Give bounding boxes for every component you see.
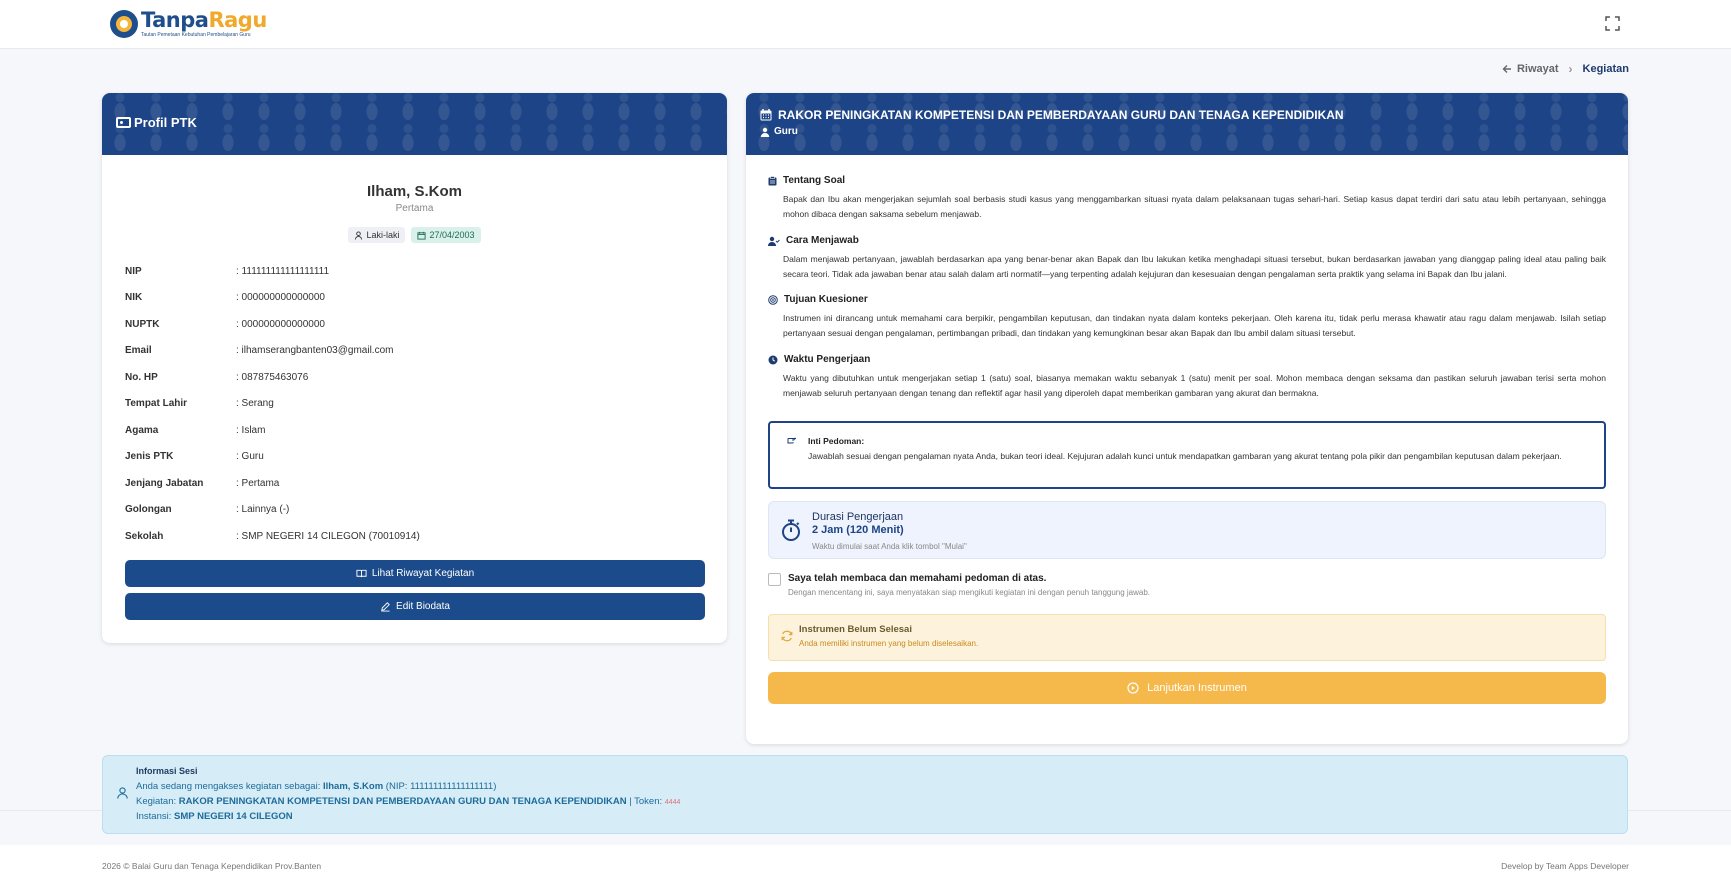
profile-field-row — [125, 338, 705, 365]
profile-field-value: : 000000000000000 — [236, 318, 325, 330]
arrow-left-icon — [1502, 64, 1512, 74]
profile-name: Ilham, S.Kom — [366, 183, 463, 200]
activity-title: RAKOR PENINGKATAN KOMPETENSI DAN PEMBERDAYAAN GURU DAN TENAGA KEPENDIDIKAN — [778, 108, 1344, 122]
session-title: Informasi Sesi — [136, 766, 198, 776]
pencil-icon — [380, 601, 391, 612]
gender-badge — [348, 227, 405, 243]
chevron-right-icon: › — [1568, 62, 1573, 76]
profile-field-row — [125, 258, 705, 285]
profile-field-row — [125, 444, 705, 471]
agreement-note: Dengan mencentang ini, saya menyatakan siap mengikuti kegiatan ini dengan penuh tanggung jawab. — [788, 588, 1151, 597]
stopwatch-icon — [781, 519, 801, 541]
continue-instrument-label: Lanjutkan Instrumen — [1147, 682, 1247, 694]
section-body: Waktu yang dibutuhkan untuk mengerjakan setiap 1 (satu) soal, biasanya memakan waktu sebanyak 1 (satu) menit per soal. Mohon membaca dengan seksama dan pastikan seluruh jawaban terisi serta mohon menjawab seluruh pertanyaan dengan tenang dan reflektif agar hasil yang diperoleh dapat memberikan gambaran yang akurat dan bermakna. — [783, 373, 1606, 398]
profile-card-header — [102, 93, 727, 155]
duration-value: 2 Jam (120 Menit) — [812, 524, 904, 536]
profile-field-label: NIK — [125, 292, 143, 304]
calendar-icon — [417, 231, 426, 240]
section-body: Instrumen ini dirancang untuk memahami cara berpikir, pengambilan keputusan, dan tindakan nyata dalam konteks pekerjaan. Oleh karena itu, tidak perlu merasa khawatir atau ragu dalam menjawab. Isilah setiap pertanyaan sesuai dengan pengalaman, pertimbangan pribadi, dan tindakan yang kemungkinan besar akan Bapak dan Ibu ambil dalam situasi tersebut. — [783, 313, 1606, 338]
clock-icon — [768, 355, 778, 365]
session-institution-line: Instansi: SMP NEGERI 14 CILEGON — [136, 811, 293, 822]
profile-field-label: Jenjang Jabatan — [125, 477, 204, 489]
activity-card-header — [746, 93, 1628, 155]
duration-box — [768, 501, 1606, 559]
agreement-checkbox[interactable] — [768, 573, 781, 586]
brand-tagline: Tautan Pemetaan Kebutuhan Pembelajaran Guru — [141, 32, 251, 38]
activity-role: Guru — [774, 126, 798, 137]
edit-biodata-button[interactable] — [125, 593, 705, 620]
fullscreen-icon[interactable] — [1604, 15, 1621, 32]
profile-field-value: : Islam — [236, 424, 266, 436]
section-title: Tentang Soal — [783, 175, 846, 186]
section-title: Tujuan Kuesioner — [784, 294, 868, 305]
profile-field-row — [125, 497, 705, 524]
breadcrumb-current: Kegiatan — [1582, 63, 1629, 75]
app-logo[interactable] — [110, 8, 267, 40]
section-body: Bapak dan Ibu akan mengerjakan sejumlah soal berbasis studi kasus yang menggambarkan situasi nyata dalam pelaksanaan tugas sehari-hari. Setiap kasus dapat terdiri dari satu atau lebih pertanyaan, sehingga mohon dibaca dengan saksama sebelum menjawab. — [783, 194, 1606, 219]
profile-field-value: : Guru — [236, 451, 264, 463]
profile-rank: Pertama — [395, 203, 434, 214]
profile-card — [102, 93, 727, 643]
logo-icon — [110, 10, 138, 38]
guideline-body: Jawablah sesuai dengan pengalaman nyata Anda, bukan teori ideal. Kejujuran adalah kunci untuk mendapatkan gambaran yang akurat tentang pola pikir dan pengambilan keputusan dalam pekerjaan. — [808, 451, 1562, 461]
profile-field-row — [125, 470, 705, 497]
profile-field-label: NUPTK — [125, 318, 160, 330]
profile-field-value: : 087875463076 — [236, 371, 309, 383]
profile-field-value: : 111111111111111111 — [236, 265, 330, 277]
user-check-icon — [768, 236, 780, 246]
profile-field-value: : 000000000000000 — [236, 292, 325, 304]
profile-field-label: Agama — [125, 424, 159, 436]
edit-biodata-label: Edit Biodata — [396, 601, 450, 612]
session-info-box — [102, 755, 1628, 834]
profile-field-label: Jenis PTK — [125, 451, 174, 463]
hand-point-icon — [787, 435, 797, 444]
user-icon — [354, 231, 363, 240]
profile-field-label: Tempat Lahir — [125, 398, 188, 410]
profile-card-title: Profil PTK — [134, 115, 197, 130]
brand-name: TanpaRagu — [141, 8, 267, 32]
agreement-label[interactable]: Saya telah membaca dan memahami pedoman di atas. — [788, 573, 1047, 584]
section-body: Dalam menjawab pertanyaan, jawablah berdasarkan apa yang benar-benar akan Bapak dan Ibu lakukan ketika menghadapi situasi tersebut, bukan berdasarkan jawaban yang dianggap paling ideal atau paling baik secara teori. Tidak ada jawaban benar atau salah dalam arti normatif—yang terpenting adalah kejujuran dan kesesuaian dengan pengalaman serta praktik yang selama ini Bapak dan Ibu jalani. — [783, 254, 1606, 279]
play-circle-icon — [1127, 682, 1139, 694]
view-history-button[interactable] — [125, 560, 705, 587]
clipboard-icon — [768, 176, 777, 186]
user-icon — [760, 127, 770, 137]
duration-label: Durasi Pengerjaan — [812, 511, 904, 523]
alert-title: Instrumen Belum Selesai — [799, 624, 912, 635]
section-title: Waktu Pengerjaan — [784, 354, 871, 365]
birthdate-value: 27/04/2003 — [429, 230, 475, 240]
profile-field-row — [125, 285, 705, 312]
section-tujuan-kuesioner — [768, 294, 1606, 341]
profile-field-value: : Pertama — [236, 477, 280, 489]
profile-field-value: : SMP NEGERI 14 CILEGON (70010914) — [236, 530, 420, 542]
breadcrumb-back-link[interactable] — [1502, 63, 1559, 75]
id-card-icon — [116, 117, 131, 128]
section-waktu-pengerjaan — [768, 354, 1606, 401]
profile-field-row — [125, 391, 705, 418]
user-icon — [117, 787, 128, 799]
profile-field-row — [125, 364, 705, 391]
profile-field-label: Sekolah — [125, 530, 164, 542]
profile-field-label: NIP — [125, 265, 142, 277]
session-user-line: Anda sedang mengakses kegiatan sebagai: Ilham, S.Kom (NIP: 111111111111111111) — [136, 781, 497, 792]
profile-info-list — [125, 258, 705, 550]
alert-body: Anda memiliki instrumen yang belum diselesaikan. — [799, 639, 979, 648]
unfinished-instrument-alert — [768, 614, 1606, 661]
target-icon — [768, 295, 778, 305]
profile-field-label: No. HP — [125, 371, 158, 383]
profile-field-row — [125, 311, 705, 338]
profile-field-value: : Serang — [236, 398, 274, 410]
breadcrumb-riwayat[interactable]: Riwayat — [1516, 63, 1559, 75]
calendar-icon — [760, 109, 772, 121]
footer-copyright: 2026 © Balai Guru dan Tenaga Kependidikan Prov.Banten — [102, 861, 322, 871]
section-tentang-soal — [768, 175, 1606, 222]
birthdate-badge — [411, 227, 480, 243]
profile-field-row — [125, 523, 705, 550]
profile-field-label: Golongan — [125, 504, 172, 516]
profile-field-value: : Lainnya (-) — [236, 504, 290, 516]
section-title: Cara Menjawab — [786, 235, 859, 246]
profile-field-row — [125, 417, 705, 444]
guideline-title: Inti Pedoman: — [808, 436, 865, 446]
duration-note: Waktu dimulai saat Anda klik tombol "Mulai" — [812, 542, 967, 551]
section-cara-menjawab — [768, 235, 1606, 282]
gender-value: Laki-laki — [366, 230, 400, 240]
book-open-icon — [356, 568, 367, 579]
profile-field-value: : ilhamserangbanten03@gmail.com — [236, 345, 394, 357]
profile-field-label: Email — [125, 345, 152, 357]
footer-credit: Develop by Team Apps Developer — [1501, 861, 1629, 871]
guideline-box — [768, 421, 1606, 489]
session-activity-line: Kegiatan: RAKOR PENINGKATAN KOMPETENSI DAN PEMBERDAYAAN GURU DAN TENAGA KEPENDIDIKAN | Token: 4444 — [136, 796, 681, 807]
view-history-label: Lihat Riwayat Kegiatan — [371, 568, 475, 579]
continue-instrument-button[interactable] — [768, 672, 1606, 704]
breadcrumb — [1502, 62, 1629, 76]
session-token: 4444 — [664, 799, 681, 806]
top-navbar — [0, 0, 1731, 49]
refresh-icon — [781, 630, 793, 642]
activity-card — [746, 93, 1628, 744]
